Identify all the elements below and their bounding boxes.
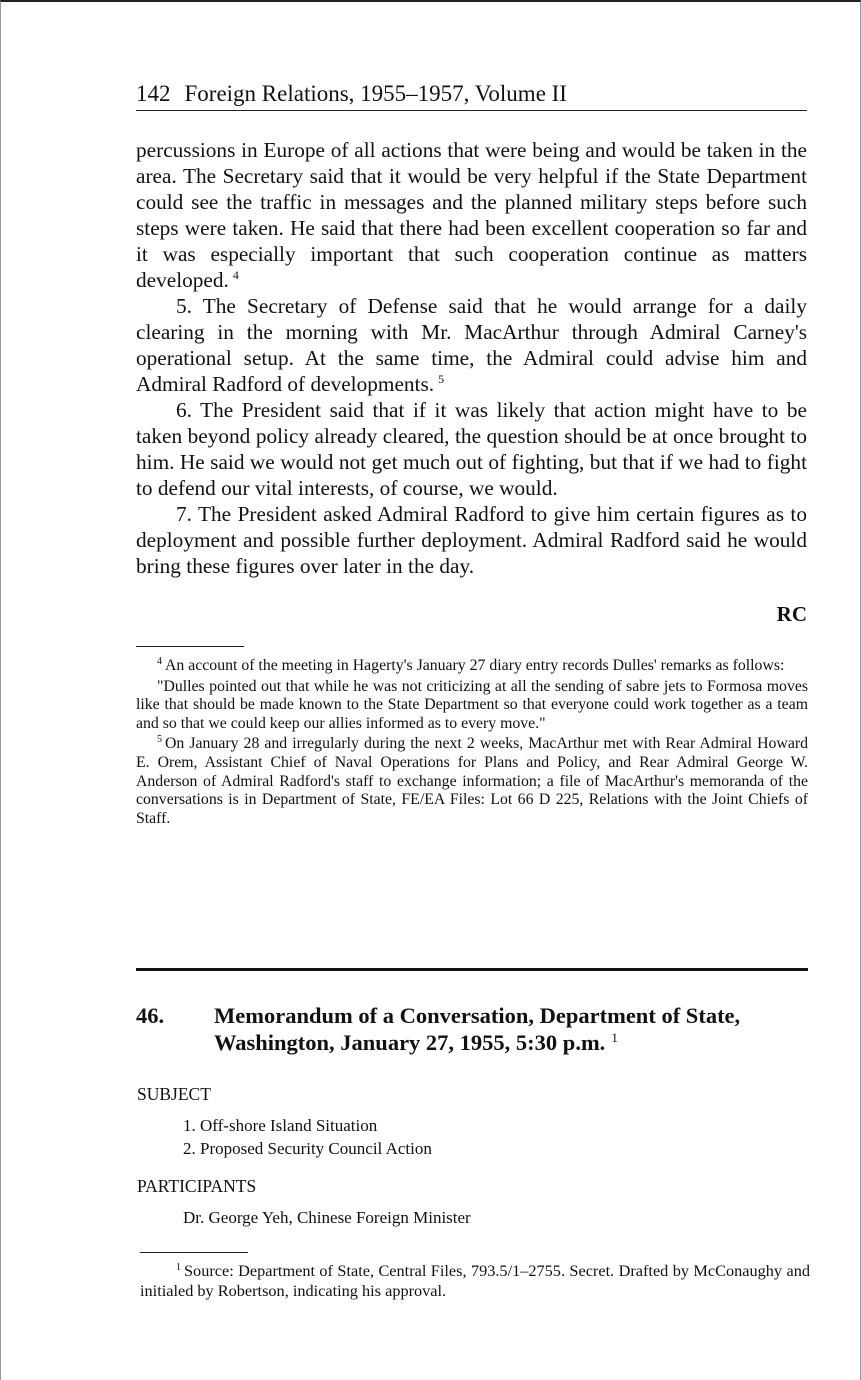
body-paragraph: percussions in Europe of all actions that were being and would be taken in the area. The Secretary said that it would be very helpful if the State Department could see the traffic in messages and the planned military steps before such steps were taken. He said that there had been excellent cooperation so far and it was especially important that such cooperation continue as matters developed. $^4$: [136, 138, 807, 292]
footnote-5: $^5$ On January 28 and irregularly during the next 2 weeks, MacArthur met with Rear Admiral Howard E. Orem, Assistant Chief of Naval Operations for Plans and Policy, and Rear Admiral George W. Anderson of Admiral Radford's staff to exchange information; a file of MacArthur's memoranda of the conversations is in Department of State, FE/EA Files: Lot 66 D 225, Relations with the Joint Chiefs of Staff.: [136, 734, 808, 827]
subject-list: [183, 1114, 432, 1160]
body-paragraph: 5. The Secretary of Defense said that he would arrange for a daily clearing in the morning with Mr. MacArthur through Admiral Carney's operational setup. At the same time, the Admiral could advise him and Admiral Radford of developments. $^5$: [136, 294, 807, 396]
footnote-divider: [136, 646, 244, 647]
footnote-ref-5: 5: [438, 371, 445, 386]
footnote-ref-1: 1: [611, 1029, 618, 1045]
running-head: [136, 80, 807, 111]
body-text: [136, 137, 807, 579]
subject-label: SUBJECT: [137, 1084, 211, 1104]
source-note-divider: [140, 1252, 248, 1253]
signoff-initials: RC: [776, 602, 807, 626]
body-paragraph: 6. The President said that if it was likely that action might have to be taken beyond policy already cleared, the question should be at once brought to him. He said we would not get much out of fighting, but that if we had to fight to defend our vital interests, of course, we would.: [136, 398, 807, 500]
source-note: $^1$ Source: Department of State, Central Files, 793.5/1–2755. Secret. Drafted by McConaughy and initialed by Robertson, indicating his approval.: [140, 1261, 810, 1300]
subject-item: 2. Proposed Security Council Action: [183, 1139, 432, 1158]
footnote-ref-4: 4: [232, 267, 239, 282]
document-number: 46.: [136, 1003, 165, 1028]
footnote-4: $^4$ An account of the meeting in Hagerty's January 27 diary entry records Dulles' remarks as follows:: [157, 655, 785, 674]
document-title: Memorandum of a Conversation, Department of State, Washington, January 27, 1955, 5:30 p.m. $^1$: [214, 1003, 741, 1055]
page-number: 142: [136, 81, 171, 106]
body-paragraph: 7. The President asked Admiral Radford to give him certain figures as to deployment and possible further deployment. Admiral Radford said he would bring these figures over later in the day.: [136, 502, 807, 578]
footnotes: [136, 657, 808, 828]
section-divider: [136, 968, 808, 971]
participants-label: PARTICIPANTS: [137, 1176, 257, 1196]
subject-item: 1. Off-shore Island Situation: [183, 1116, 378, 1135]
participant-item: Dr. George Yeh, Chinese Foreign Minister: [183, 1208, 471, 1227]
volume-title: Foreign Relations, 1955–1957, Volume II: [184, 81, 567, 106]
footnote-4-quote: "Dulles pointed out that while he was not criticizing at all the sending of sabre jets to Formosa moves like that should be made known to the State Department so that everyone could work together as a team and so that we could keep our allies informed as to every move.": [136, 677, 808, 732]
